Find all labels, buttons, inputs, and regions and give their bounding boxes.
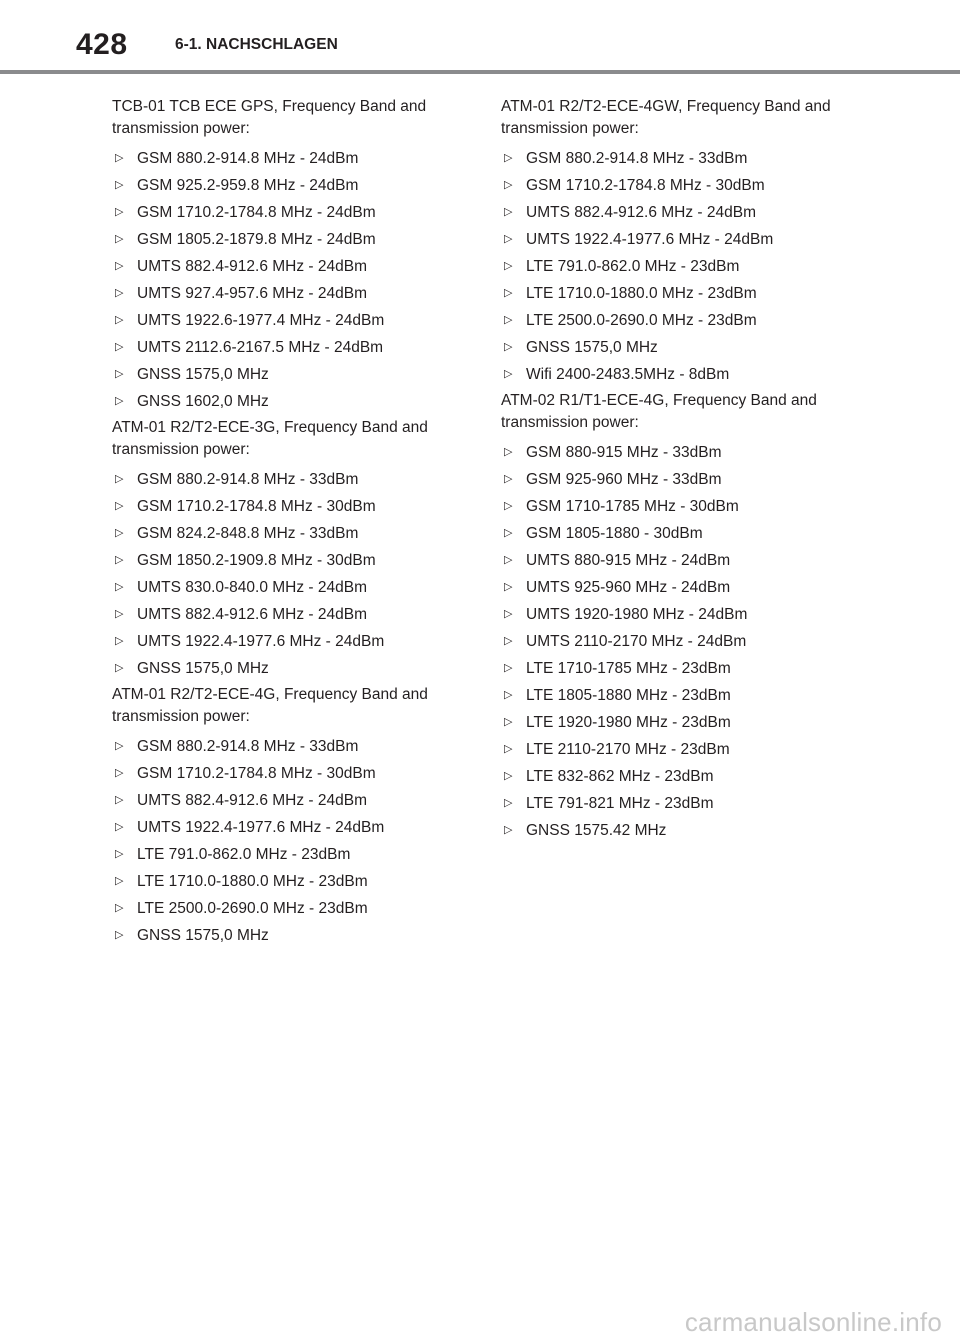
triangle-bullet-icon: ▷ xyxy=(504,314,513,326)
list-item xyxy=(501,334,861,361)
triangle-bullet-icon: ▷ xyxy=(115,314,124,326)
list-item-text: UMTS 2110-2170 MHz - 24dBm xyxy=(526,633,747,650)
list-item-text: UMTS 880-915 MHz - 24dBm xyxy=(526,552,731,569)
list-item-text: UMTS 882.4-912.6 MHz - 24dBm xyxy=(137,606,368,623)
list-item-text: LTE 1920-1980 MHz - 23dBm xyxy=(526,714,731,731)
triangle-bullet-icon: ▷ xyxy=(504,824,513,836)
list-item-text: LTE 791.0-862.0 MHz - 23dBm xyxy=(137,846,351,863)
list-item-text: GNSS 1575,0 MHz xyxy=(526,339,658,356)
list-item xyxy=(112,895,472,922)
list-item xyxy=(112,655,472,682)
list-item xyxy=(112,466,472,493)
list-item xyxy=(501,763,861,790)
triangle-bullet-icon: ▷ xyxy=(504,689,513,701)
list-item xyxy=(112,574,472,601)
frequency-list xyxy=(112,466,472,682)
list-item-text: UMTS 830.0-840.0 MHz - 24dBm xyxy=(137,579,368,596)
triangle-bullet-icon: ▷ xyxy=(504,662,513,674)
list-item xyxy=(112,145,472,172)
list-item xyxy=(112,547,472,574)
list-item-text: UMTS 1922.6-1977.4 MHz - 24dBm xyxy=(137,312,385,329)
list-item-text: GSM 880.2-914.8 MHz - 24dBm xyxy=(137,150,359,167)
list-item xyxy=(501,226,861,253)
list-item xyxy=(112,601,472,628)
triangle-bullet-icon: ▷ xyxy=(504,608,513,620)
list-item xyxy=(501,439,861,466)
list-item xyxy=(112,922,472,949)
list-item xyxy=(112,253,472,280)
triangle-bullet-icon: ▷ xyxy=(115,875,124,887)
list-item-text: LTE 1710.0-1880.0 MHz - 23dBm xyxy=(137,873,368,890)
list-item-text: GNSS 1575,0 MHz xyxy=(137,366,269,383)
watermark: carmanualsonline.info xyxy=(684,1307,942,1337)
list-item xyxy=(501,790,861,817)
triangle-bullet-icon: ▷ xyxy=(504,473,513,485)
triangle-bullet-icon: ▷ xyxy=(115,233,124,245)
triangle-bullet-icon: ▷ xyxy=(504,233,513,245)
list-item-text: GSM 880.2-914.8 MHz - 33dBm xyxy=(137,738,359,755)
section-heading: ATM-02 R1/T1-ECE-4G, Frequency Band and transmission power: xyxy=(501,392,817,431)
right-column xyxy=(501,96,861,846)
triangle-bullet-icon: ▷ xyxy=(115,260,124,272)
triangle-bullet-icon: ▷ xyxy=(115,635,124,647)
list-item-text: UMTS 1922.4-1977.6 MHz - 24dBm xyxy=(137,819,385,836)
list-item-text: LTE 2110-2170 MHz - 23dBm xyxy=(526,741,730,758)
triangle-bullet-icon: ▷ xyxy=(115,152,124,164)
triangle-bullet-icon: ▷ xyxy=(115,740,124,752)
list-item-text: UMTS 1920-1980 MHz - 24dBm xyxy=(526,606,748,623)
list-item xyxy=(501,172,861,199)
list-item-text: LTE 2500.0-2690.0 MHz - 23dBm xyxy=(526,312,757,329)
list-item xyxy=(501,493,861,520)
triangle-bullet-icon: ▷ xyxy=(115,848,124,860)
triangle-bullet-icon: ▷ xyxy=(115,287,124,299)
list-item xyxy=(501,574,861,601)
section-title: 6-1. NACHSCHLAGEN xyxy=(175,36,338,53)
triangle-bullet-icon: ▷ xyxy=(504,581,513,593)
list-item xyxy=(501,280,861,307)
list-item-text: GSM 1710.2-1784.8 MHz - 30dBm xyxy=(137,498,376,515)
triangle-bullet-icon: ▷ xyxy=(115,902,124,914)
triangle-bullet-icon: ▷ xyxy=(504,368,513,380)
list-item xyxy=(501,547,861,574)
triangle-bullet-icon: ▷ xyxy=(115,767,124,779)
list-item xyxy=(112,226,472,253)
list-item xyxy=(112,733,472,760)
list-item xyxy=(501,655,861,682)
triangle-bullet-icon: ▷ xyxy=(504,797,513,809)
list-item xyxy=(501,145,861,172)
list-item-text: GSM 824.2-848.8 MHz - 33dBm xyxy=(137,525,359,542)
list-item xyxy=(501,466,861,493)
triangle-bullet-icon: ▷ xyxy=(115,929,124,941)
list-item-text: GSM 1710.2-1784.8 MHz - 30dBm xyxy=(526,177,765,194)
triangle-bullet-icon: ▷ xyxy=(115,368,124,380)
list-item-text: GSM 880-915 MHz - 33dBm xyxy=(526,444,722,461)
list-item xyxy=(112,361,472,388)
triangle-bullet-icon: ▷ xyxy=(115,179,124,191)
triangle-bullet-icon: ▷ xyxy=(504,446,513,458)
list-item-text: GSM 925-960 MHz - 33dBm xyxy=(526,471,722,488)
list-item xyxy=(112,388,472,415)
list-item xyxy=(501,736,861,763)
list-item-text: GNSS 1602,0 MHz xyxy=(137,393,269,410)
triangle-bullet-icon: ▷ xyxy=(115,395,124,407)
list-item xyxy=(501,307,861,334)
list-item xyxy=(112,307,472,334)
list-item-text: GSM 1710.2-1784.8 MHz - 30dBm xyxy=(137,765,376,782)
triangle-bullet-icon: ▷ xyxy=(115,473,124,485)
list-item-text: GSM 1710.2-1784.8 MHz - 24dBm xyxy=(137,204,376,221)
list-item xyxy=(501,520,861,547)
triangle-bullet-icon: ▷ xyxy=(504,527,513,539)
list-item xyxy=(501,601,861,628)
list-item-text: GNSS 1575.42 MHz xyxy=(526,822,667,839)
triangle-bullet-icon: ▷ xyxy=(504,179,513,191)
list-item xyxy=(501,199,861,226)
list-item-text: UMTS 1922.4-1977.6 MHz - 24dBm xyxy=(526,231,774,248)
list-item-text: GNSS 1575,0 MHz xyxy=(137,660,269,677)
page-number: 428 xyxy=(76,28,128,61)
triangle-bullet-icon: ▷ xyxy=(115,608,124,620)
frequency-list xyxy=(501,439,861,844)
list-item xyxy=(501,817,861,844)
section-heading: TCB-01 TCB ECE GPS, Frequency Band and transmission power: xyxy=(112,98,427,137)
triangle-bullet-icon: ▷ xyxy=(115,500,124,512)
list-item xyxy=(112,814,472,841)
triangle-bullet-icon: ▷ xyxy=(115,341,124,353)
list-item-text: GSM 1805.2-1879.8 MHz - 24dBm xyxy=(137,231,376,248)
list-item-text: UMTS 882.4-912.6 MHz - 24dBm xyxy=(526,204,757,221)
list-item-text: GSM 1850.2-1909.8 MHz - 30dBm xyxy=(137,552,376,569)
list-item xyxy=(501,253,861,280)
header-divider xyxy=(0,70,960,74)
list-item-text: Wifi 2400-2483.5MHz - 8dBm xyxy=(526,366,730,383)
list-item-text: LTE 791-821 MHz - 23dBm xyxy=(526,795,714,812)
list-item-text: LTE 2500.0-2690.0 MHz - 23dBm xyxy=(137,900,368,917)
frequency-list xyxy=(501,145,861,388)
list-item-text: LTE 1710-1785 MHz - 23dBm xyxy=(526,660,731,677)
left-column xyxy=(112,96,472,951)
list-item xyxy=(112,520,472,547)
triangle-bullet-icon: ▷ xyxy=(504,743,513,755)
list-item-text: UMTS 882.4-912.6 MHz - 24dBm xyxy=(137,792,368,809)
list-item-text: GSM 880.2-914.8 MHz - 33dBm xyxy=(137,471,359,488)
section-heading: ATM-01 R2/T2-ECE-4G, Frequency Band and transmission power: xyxy=(112,686,428,725)
list-item xyxy=(112,787,472,814)
triangle-bullet-icon: ▷ xyxy=(115,662,124,674)
list-item xyxy=(112,199,472,226)
section-heading: ATM-01 R2/T2-ECE-4GW, Frequency Band and transmission power: xyxy=(501,98,831,137)
triangle-bullet-icon: ▷ xyxy=(504,341,513,353)
list-item-text: UMTS 925-960 MHz - 24dBm xyxy=(526,579,731,596)
list-item-text: UMTS 927.4-957.6 MHz - 24dBm xyxy=(137,285,368,302)
list-item-text: LTE 1710.0-1880.0 MHz - 23dBm xyxy=(526,285,757,302)
list-item-text: GSM 880.2-914.8 MHz - 33dBm xyxy=(526,150,748,167)
triangle-bullet-icon: ▷ xyxy=(504,716,513,728)
list-item-text: UMTS 882.4-912.6 MHz - 24dBm xyxy=(137,258,368,275)
list-item xyxy=(501,709,861,736)
section-heading: ATM-01 R2/T2-ECE-3G, Frequency Band and transmission power: xyxy=(112,419,428,458)
list-item xyxy=(112,628,472,655)
list-item-text: UMTS 2112.6-2167.5 MHz - 24dBm xyxy=(137,339,384,356)
list-item-text: LTE 791.0-862.0 MHz - 23dBm xyxy=(526,258,740,275)
triangle-bullet-icon: ▷ xyxy=(115,581,124,593)
list-item xyxy=(112,760,472,787)
triangle-bullet-icon: ▷ xyxy=(504,206,513,218)
list-item xyxy=(112,493,472,520)
list-item xyxy=(501,682,861,709)
list-item xyxy=(501,361,861,388)
list-item-text: UMTS 1922.4-1977.6 MHz - 24dBm xyxy=(137,633,385,650)
triangle-bullet-icon: ▷ xyxy=(115,554,124,566)
triangle-bullet-icon: ▷ xyxy=(115,527,124,539)
frequency-list xyxy=(112,145,472,415)
triangle-bullet-icon: ▷ xyxy=(504,500,513,512)
triangle-bullet-icon: ▷ xyxy=(115,794,124,806)
list-item-text: LTE 832-862 MHz - 23dBm xyxy=(526,768,714,785)
list-item-text: GNSS 1575,0 MHz xyxy=(137,927,269,944)
triangle-bullet-icon: ▷ xyxy=(504,152,513,164)
list-item xyxy=(112,334,472,361)
triangle-bullet-icon: ▷ xyxy=(115,821,124,833)
list-item xyxy=(501,628,861,655)
list-item-text: GSM 925.2-959.8 MHz - 24dBm xyxy=(137,177,359,194)
list-item-text: LTE 1805-1880 MHz - 23dBm xyxy=(526,687,731,704)
list-item-text: GSM 1710-1785 MHz - 30dBm xyxy=(526,498,739,515)
triangle-bullet-icon: ▷ xyxy=(504,635,513,647)
list-item xyxy=(112,280,472,307)
triangle-bullet-icon: ▷ xyxy=(504,554,513,566)
list-item xyxy=(112,841,472,868)
triangle-bullet-icon: ▷ xyxy=(115,206,124,218)
frequency-list xyxy=(112,733,472,949)
triangle-bullet-icon: ▷ xyxy=(504,287,513,299)
triangle-bullet-icon: ▷ xyxy=(504,260,513,272)
list-item-text: GSM 1805-1880 - 30dBm xyxy=(526,525,703,542)
list-item xyxy=(112,868,472,895)
page-header xyxy=(0,0,960,76)
list-item xyxy=(112,172,472,199)
triangle-bullet-icon: ▷ xyxy=(504,770,513,782)
